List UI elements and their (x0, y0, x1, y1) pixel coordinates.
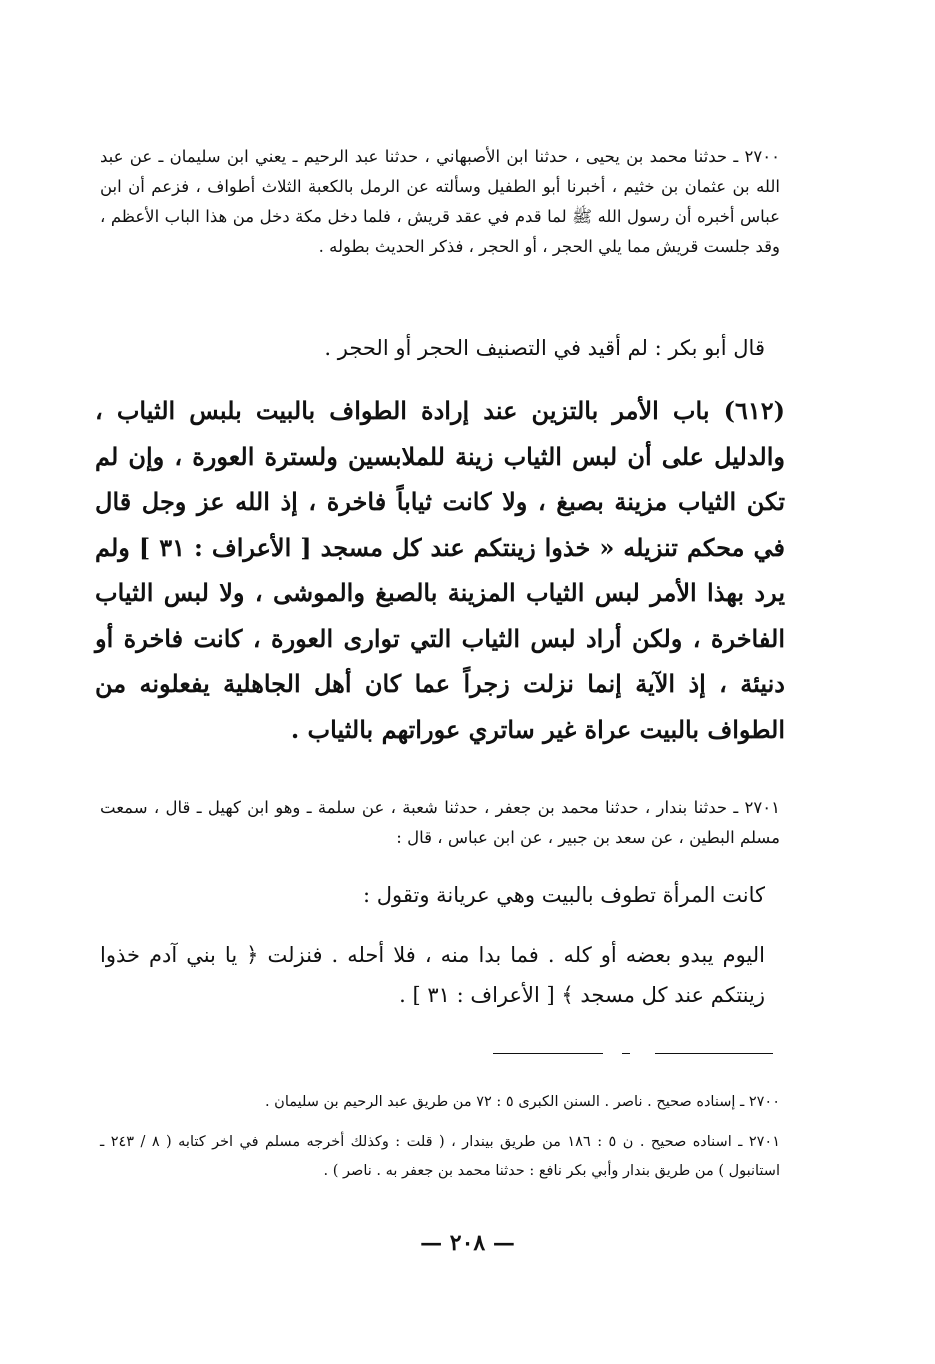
hadith-2700: ٢٧٠٠ ـ حدثنا محمد بن يحيى ، حدثنا ابن الأصبهاني ، حدثنا عبد الرحيم ـ يعني ابن سليمان ـ عن عبد الله بن عثمان بن خثيم ، أخبرنا أبو الطفيل وسألته عن الرمل بالكعبة الثلاث أطواف ، فزعم أن ابن عباس أخبره أن رسول الله ﷺ لما قدم في عقد قريش ، فلما دخل مكة دخل من هذا الباب الأعظم ، وقد جلست قريش مما يلي الحجر ، أو الحجر ، فذكر الحديث بطوله . (100, 147, 780, 256)
footnote-2701: ٢٧٠١ ـ اسناده صحيح . ن ٥ : ١٨٦ من طريق بيندار ، ( قلت : وكذلك أخرجه مسلم في اخر كتابه ( ٨ / ٢٤٣ ـ استانبول ) من طريق بندار وأبي بكر نافع : حدثنا محمد بن جعفر به . ناصر ) . (100, 1134, 780, 1179)
page-number: — ٢٠٨ — (420, 1230, 515, 1256)
note-abu-bakr: قال أبو بكر : لم أقيد في التصنيف الحجر أو الحجر . (324, 336, 765, 360)
hadith-2701: ٢٧٠١ ـ حدثنا بندار ، حدثنا محمد بن جعفر ، حدثنا شعبة ، عن سلمة ـ وهو ابن كهيل ـ قال ، سمعت مسلم البطين ، عن سعد بن جبير ، عن ابن عباس ، قال : (100, 798, 780, 847)
chapter-612-heading: (٦١٢) باب الأمر بالتزين عند إرادة الطواف بالبيت بلبس الثياب ، والدليل على أن لبس الثياب زينة للملابسين ولسترة العورة ، وإن لم تكن الثياب مزينة بصبغ ، ولا كانت ثياباً فاخرة ، إذ الله عز وجل قال في محكم تنزيله « خذوا زينتكم عند كل مسجد [ الأعراف : ٣١ ] ولم يرد بهذا الأمر لبس الثياب المزينة بالصبغ والموشى ، ولا لبس الثياب الفاخرة ، ولكن أراد لبس الثياب التي توارى العورة ، كانت فاخرة أو دنيئة ، إذ الآية إنما نزلت زجراً عما كان أهل الجاهلية يفعلونه من الطواف بالبيت عراة غير ساتري عوراتهم بالثياب . (95, 396, 785, 744)
footnote-2700: ٢٧٠٠ ـ إسناده صحيح . ناصر . السنن الكبرى ٥ : ٧٢ من طريق عبد الرحيم بن سليمان . (264, 1094, 780, 1110)
woman-statement: كانت المرأة تطوف بالبيت وهي عريانة وتقول : (363, 883, 765, 907)
verse-quote: اليوم يبدو بعضه أو كله . فما بدا منه ، فلا أحله . فنزلت ﴿ يا بني آدم خذوا زينتكم عند كل مسجد ﴾ [ الأعراف : ٣١ ] . (100, 943, 765, 1007)
